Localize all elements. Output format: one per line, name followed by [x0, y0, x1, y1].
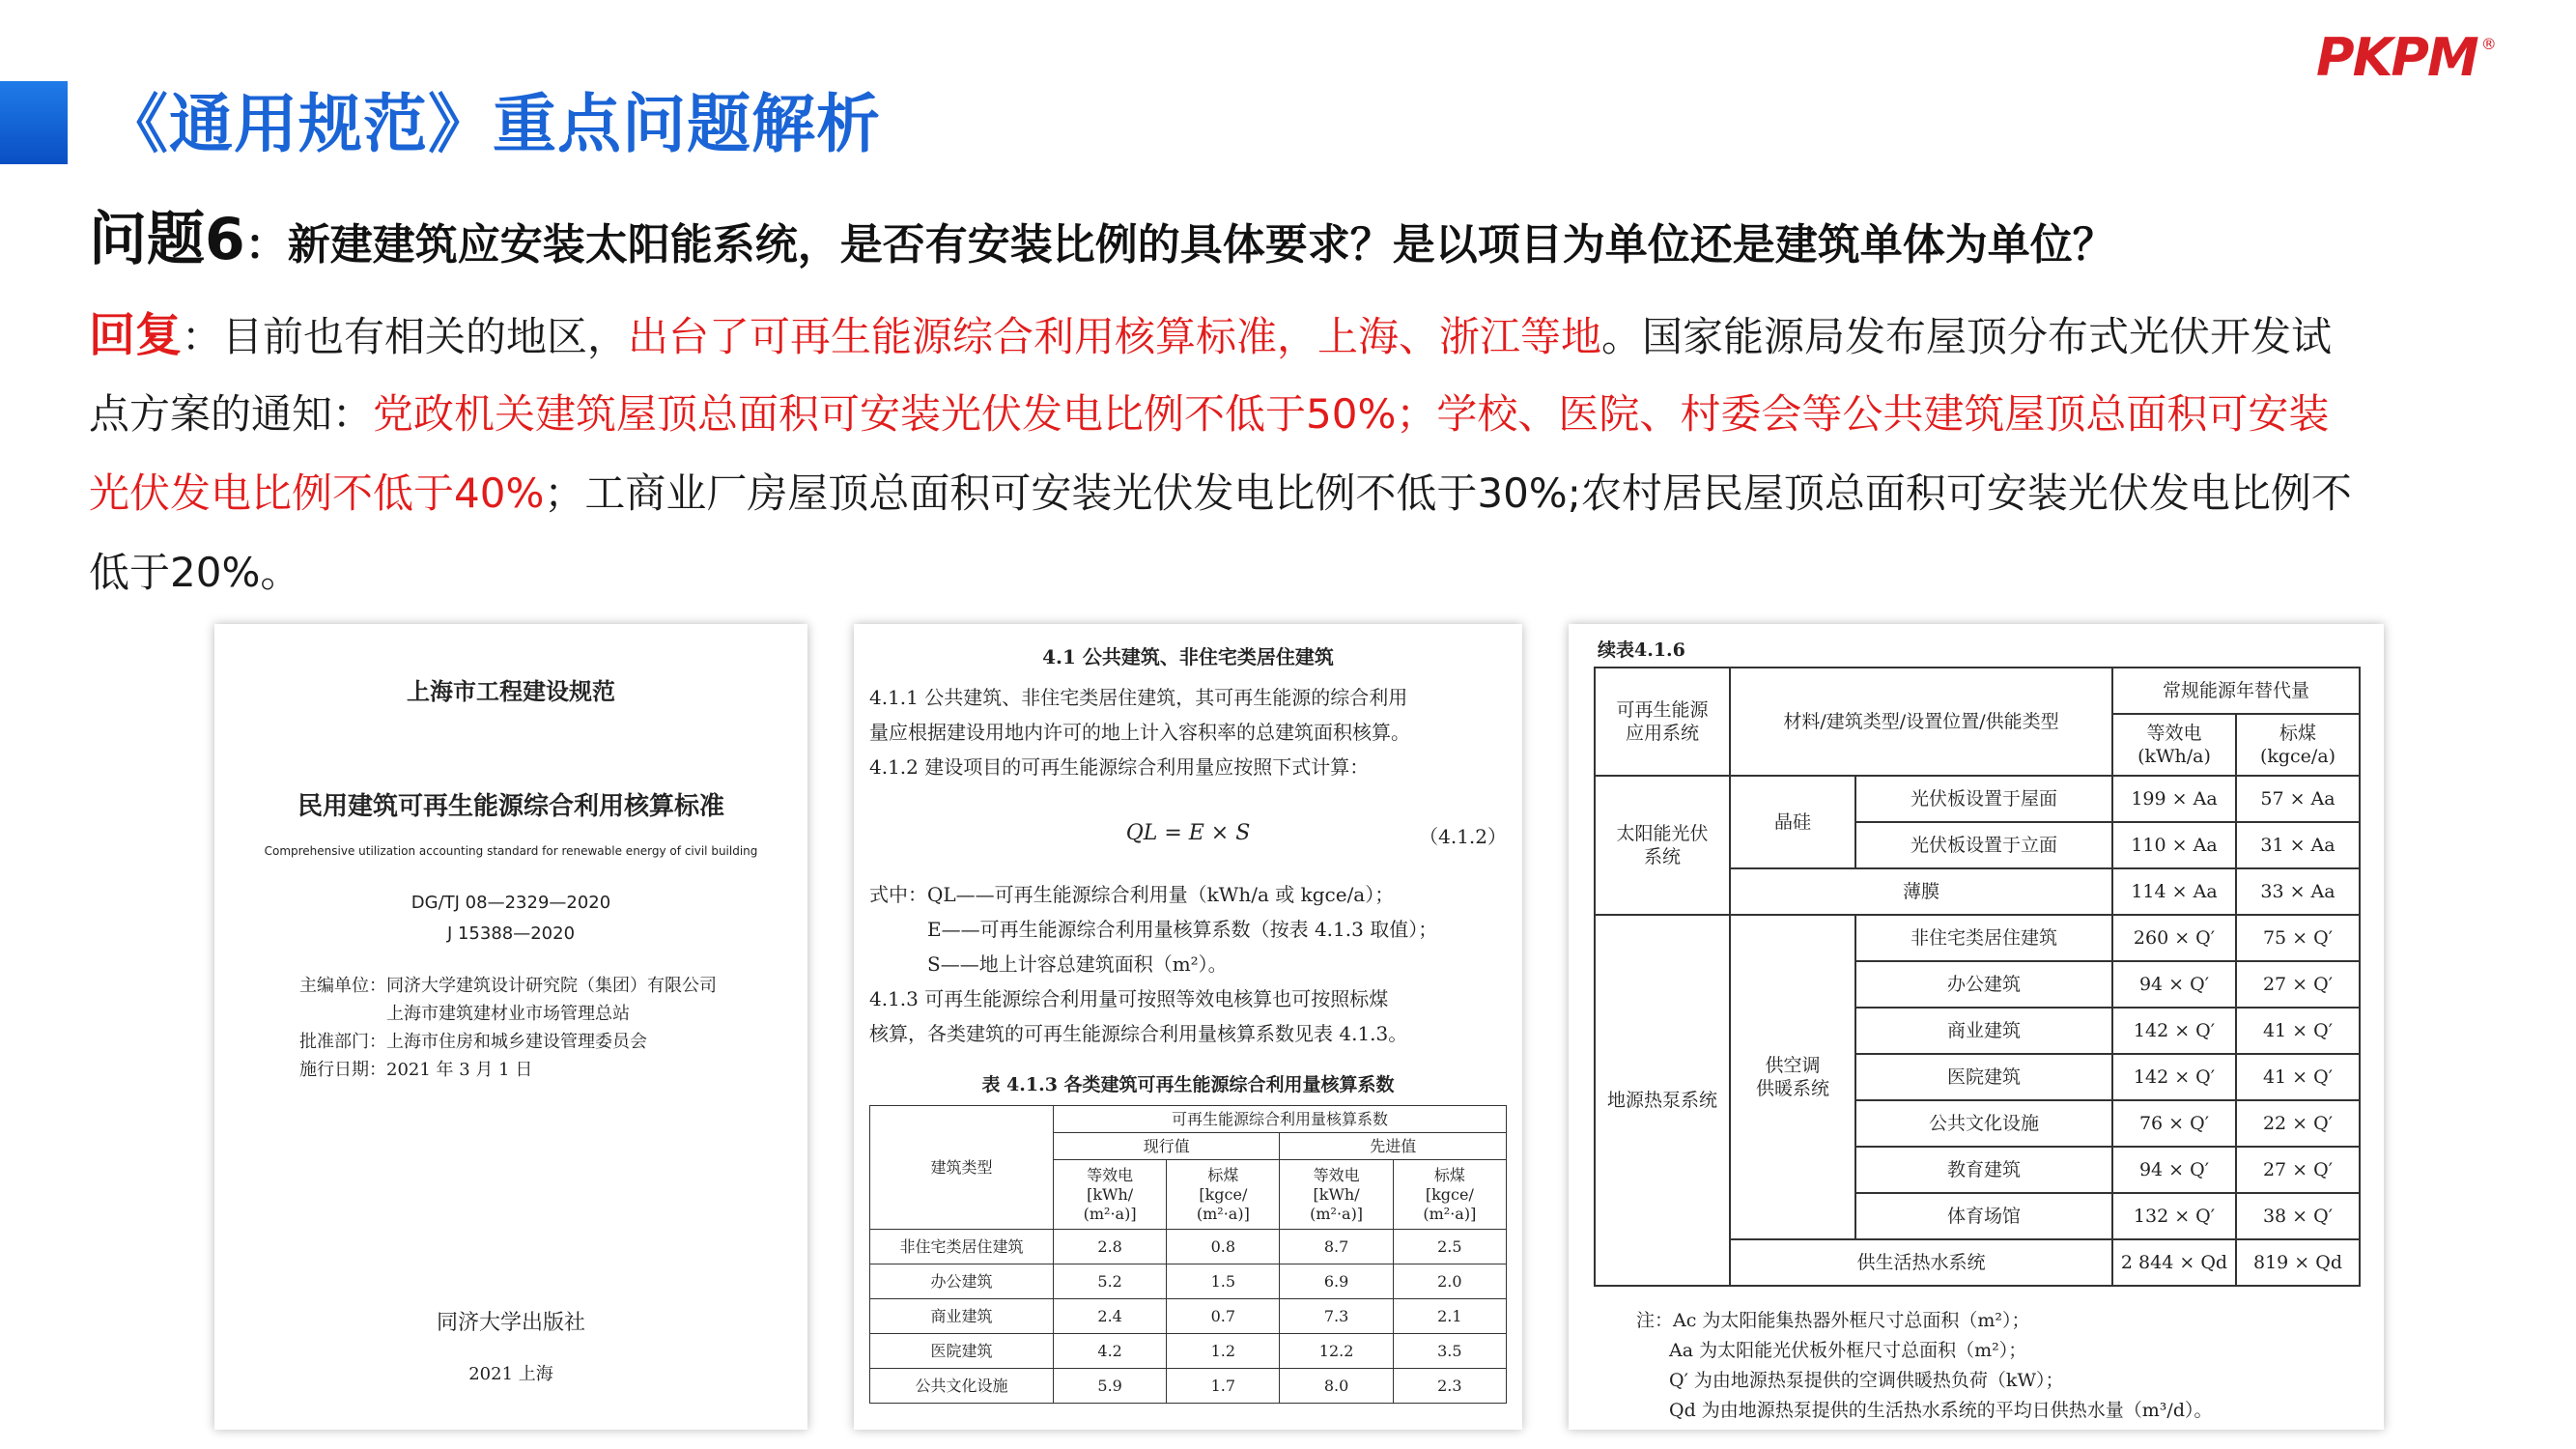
table-row: 办公建筑 5.2 1.5 6.9 2.0 — [870, 1264, 1507, 1299]
clause-4-1-2: 4.1.2 建设项目的可再生能源综合利用量应按照下式计算： — [869, 755, 1370, 779]
legend-line: E——可再生能源综合利用量核算系数（按表 4.1.3 取值）； — [927, 918, 1438, 941]
table-row: 体育场馆 132 × Q′ 38 × Q′ — [1595, 1193, 2360, 1239]
note-line: Qd 为由地源热泵提供的生活热水系统的平均日供热水量（m³/d）。 — [1669, 1400, 2213, 1421]
legend-line: 式中：QL——可再生能源综合利用量（kWh/a 或 kgce/a）； — [869, 883, 1395, 906]
formula-number: （4.1.2） — [1419, 825, 1507, 848]
table-row: 商业建筑 2.4 0.7 7.3 2.1 — [870, 1299, 1507, 1334]
table-row: 供生活热水系统 2 844 × Qd 819 × Qd — [1595, 1239, 2360, 1286]
header-advanced: 先进值 — [1280, 1133, 1507, 1160]
table-row: 医院建筑 142 × Q′ 41 × Q′ — [1595, 1054, 2360, 1100]
cover-editor-2: 上海市建筑建材业市场管理总站 — [386, 1004, 630, 1024]
header-group: 可再生能源综合利用量核算系数 — [1054, 1106, 1507, 1133]
cover-title: 民用建筑可再生能源综合利用核算标准 — [297, 792, 724, 821]
answer-paragraph — [89, 296, 2475, 612]
cover-record-code: J 15388—2020 — [446, 923, 576, 944]
answer-line — [89, 375, 2475, 454]
cover-title-en: Comprehensive utilization accounting standard for renewable energy of civil building — [264, 844, 758, 858]
clause-line: 量应根据建设用地内许可的地上计入容积率的总建筑面积核算。 — [869, 721, 1410, 744]
cover-editor: 主编单位：同济大学建筑设计研究院（集团）有限公司 — [299, 976, 717, 996]
clause-4-1-3: 4.1.3 可再生能源综合利用量可按照等效电核算也可按照标煤 — [869, 987, 1389, 1010]
hvac-cell: 供空调 供暖系统 — [1730, 915, 1855, 1239]
header-current: 现行值 — [1054, 1133, 1280, 1160]
clause-line: 核算，各类建筑的可再生能源综合利用量核算系数见表 4.1.3。 — [869, 1022, 1408, 1045]
header-unit: 标煤 [kgce/ (m²·a)] — [1393, 1160, 1506, 1230]
geothermal-system-cell: 地源热泵系统 — [1595, 915, 1730, 1286]
table-row: 非住宅类居住建筑 2.8 0.8 8.7 2.5 — [870, 1230, 1507, 1264]
answer-text: ：目前也有相关的地区， — [182, 313, 629, 360]
answer-label: 回复 — [89, 308, 183, 362]
table-row: 地源热泵系统 供空调 供暖系统 非住宅类居住建筑 260 × Q′ 75 × Q′ — [1595, 915, 2360, 961]
crystal-cell: 晶硅 — [1730, 776, 1855, 868]
cover-year: 2021 上海 — [468, 1364, 553, 1384]
table-caption: 表 4.1.3 各类建筑可再生能源综合利用量核算系数 — [981, 1074, 1395, 1095]
header-unit: 标煤 [kgce/ (m²·a)] — [1167, 1160, 1280, 1230]
header-system: 可再生能源 应用系统 — [1595, 668, 1730, 776]
solar-system-cell: 太阳能光伏 系统 — [1595, 776, 1730, 915]
answer-line — [89, 454, 2475, 533]
note-line: Q′ 为由地源热泵提供的空调供暖热负荷（kW）； — [1669, 1370, 2064, 1391]
table-row: 公共文化设施 76 × Q′ 22 × Q′ — [1595, 1100, 2360, 1147]
title-accent-bar — [0, 81, 68, 164]
answer-text: 点方案的通知： — [89, 390, 374, 438]
cover-info — [299, 972, 717, 1084]
table-row: 光伏板设置于立面 110 × Aa 31 × Aa — [1595, 822, 2360, 868]
header-group: 常规能源年替代量 — [2112, 668, 2360, 714]
formula-legend — [869, 877, 1507, 1051]
table-row: 薄膜 114 × Aa 33 × Aa — [1595, 868, 2360, 915]
cover-org: 上海市工程建设规范 — [407, 677, 615, 705]
standard-page-section-4-1 — [854, 624, 1522, 1430]
formula: QL = E × S — [1125, 821, 1251, 845]
question-label: 问题6 — [89, 206, 245, 273]
cover-date: 施行日期：2021 年 3 月 1 日 — [299, 1060, 533, 1080]
header-type: 建筑类型 — [870, 1106, 1054, 1230]
answer-text: 低于20%。 — [89, 549, 301, 596]
legend-line: S——地上计容总建筑面积（m²）。 — [927, 952, 1228, 976]
table-row: 商业建筑 142 × Q′ 41 × Q′ — [1595, 1008, 2360, 1054]
answer-text: 。国家能源局发布屋顶分布式光伏开发试 — [1601, 313, 2333, 360]
table-row: 办公建筑 94 × Q′ 27 × Q′ — [1595, 961, 2360, 1008]
answer-text: ；工商业厂房屋顶总面积可安装光伏发电比例不低于30%;农村居民屋顶总面积可安装光伏发电比例不 — [544, 469, 2352, 517]
table-continued-label: 续表4.1.6 — [1598, 639, 1685, 661]
header-unit: 等效电 [kWh/ (m²·a)] — [1054, 1160, 1167, 1230]
standard-page-table-4-1-6 — [1569, 624, 2384, 1430]
note-line: 注：Ac 为太阳能集热器外框尺寸总面积（m²）； — [1636, 1310, 2030, 1331]
section-heading: 4.1 公共建筑、非住宅类居住建筑 — [1042, 645, 1334, 668]
table-row: 公共文化设施 5.9 1.7 8.0 2.3 — [870, 1369, 1507, 1404]
question-text: ：新建建筑应安装太阳能系统，是否有安装比例的具体要求？是以项目为单位还是建筑单体为单位？ — [244, 220, 2115, 270]
header-elec: 等效电 (kWh/a) — [2112, 714, 2236, 776]
coefficient-table — [869, 1105, 1507, 1404]
standard-cover-image — [214, 624, 807, 1430]
clause-4-1-1 — [869, 680, 1507, 784]
header-unit: 等效电 [kWh/ (m²·a)] — [1280, 1160, 1393, 1230]
table-row: 医院建筑 4.2 1.2 12.2 3.5 — [870, 1334, 1507, 1369]
note-line: Aa 为太阳能光伏板外框尺寸总面积（m²）； — [1669, 1340, 2027, 1361]
cover-publisher: 同济大学出版社 — [436, 1311, 585, 1335]
answer-line — [89, 533, 2475, 612]
cover-code: DG/TJ 08—2329—2020 — [410, 893, 611, 913]
pkpm-logo — [2316, 29, 2529, 87]
answer-highlight: 出台了可再生能源综合利用核算标准，上海、浙江等地 — [628, 313, 1602, 360]
clause-line: 4.1.1 公共建筑、非住宅类居住建筑，其可再生能源的综合利用 — [869, 686, 1408, 709]
table-row: 教育建筑 94 × Q′ 27 × Q′ — [1595, 1147, 2360, 1193]
table-row: 太阳能光伏 系统 晶硅 光伏板设置于屋面 199 × Aa 57 × Aa — [1595, 776, 2360, 822]
page-title: 《通用规范》重点问题解析 — [104, 87, 881, 161]
answer-line — [89, 296, 2475, 375]
table-notes — [1636, 1306, 2212, 1426]
question-heading — [89, 201, 2542, 293]
replacement-table — [1594, 667, 2361, 1287]
logo-text: PKPM — [2316, 27, 2477, 88]
header-coal: 标煤 (kgce/a) — [2236, 714, 2360, 776]
cover-approval: 批准部门：上海市住房和城乡建设管理委员会 — [299, 1032, 647, 1052]
logo-registered-mark: ® — [2480, 35, 2497, 53]
answer-highlight: 光伏发电比例不低于40% — [89, 469, 545, 517]
header-material: 材料/建筑类型/设置位置/供能类型 — [1730, 668, 2112, 776]
answer-highlight: 党政机关建筑屋顶总面积可安装光伏发电比例不低于50%；学校、医院、村委会等公共建筑屋顶总面积可安装 — [373, 390, 2330, 438]
